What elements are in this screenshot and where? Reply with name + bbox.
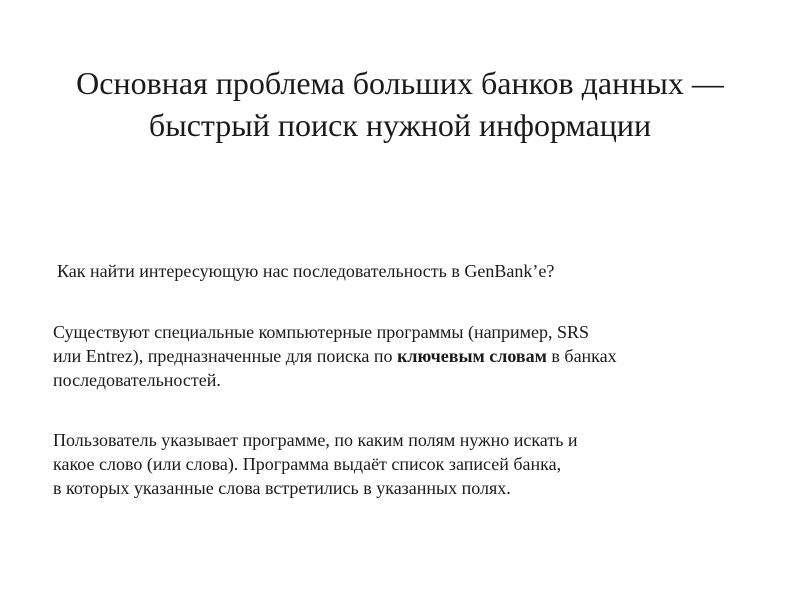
line-2-text-after: в банках <box>546 346 617 366</box>
paragraph-user-line-3: в которых указанные слова встретились в указанных полях. <box>53 478 511 498</box>
paragraph-programs-line-3: последовательностей. <box>53 370 221 390</box>
paragraph-programs-line-2 <box>53 344 617 368</box>
paragraph-programs <box>53 320 617 392</box>
title-line-1: Основная проблема больших банков данных — <box>76 65 724 101</box>
line-2-text-before: или Entrez), предназначенные для поиска по <box>53 346 398 366</box>
slide-title <box>0 62 800 146</box>
paragraph-user-line-1: Пользователь указывает программе, по каким полям нужно искать и <box>53 430 578 450</box>
keywords-emphasis: ключевым словам <box>397 346 547 366</box>
paragraph-user <box>53 428 578 500</box>
title-line-2: быстрый поиск нужной информации <box>148 107 652 143</box>
question-text: Как найти интересующую нас последовательность в GenBank’е? <box>57 261 555 281</box>
paragraph-programs-line-1: Существуют специальные компьютерные программы (например, SRS <box>53 322 590 342</box>
paragraph-user-line-2: какое слово (или слова). Программа выдаёт список записей банка, <box>53 454 562 474</box>
